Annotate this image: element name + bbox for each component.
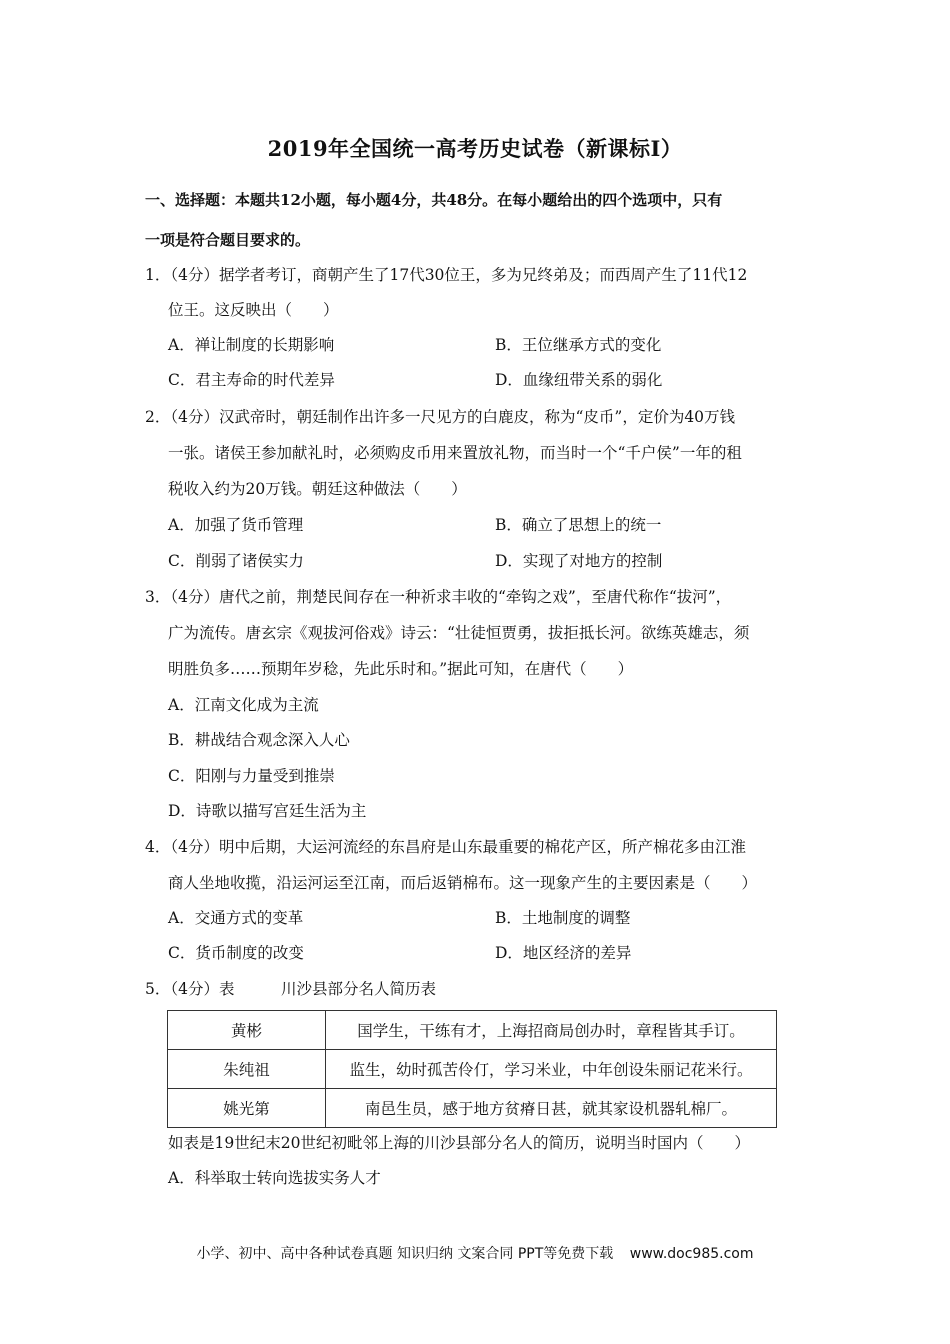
celebrity-table bbox=[167, 1010, 777, 1128]
question-2-option-a: A．加强了货币管理 bbox=[168, 516, 304, 534]
footer-link[interactable]: www.doc985.com bbox=[629, 1246, 754, 1262]
table-cell-desc: 监生，幼时孤苦伶仃，学习米业，中年创设朱丽记花米行。 bbox=[326, 1050, 777, 1089]
table-row bbox=[168, 1089, 777, 1128]
table-cell-name: 黄彬 bbox=[168, 1011, 326, 1050]
question-1-stem-cont: 位王。这反映出（ ） bbox=[168, 301, 339, 319]
question-1-option-b: B．王位继承方式的变化 bbox=[495, 336, 662, 354]
question-5-stem: 5．（4分）表 川沙县部分名人简历表 bbox=[145, 980, 436, 998]
question-3-stem-cont2: 明胜负多……预期年岁稔，先此乐时和。”据此可知，在唐代（ ） bbox=[168, 660, 634, 678]
question-2-option-b: B．确立了思想上的统一 bbox=[495, 516, 662, 534]
table-cell-desc: 国学生，干练有才，上海招商局创办时，章程皆其手订。 bbox=[326, 1011, 777, 1050]
footer-text: 小学、初中、高中各种试卷真题 知识归纳 文案合同 PPT等免费下载 bbox=[196, 1246, 614, 1262]
question-3-stem: 3．（4分）唐代之前，荆楚民间存在一种祈求丰收的“牵钩之戏”，至唐代称作“拔河”， bbox=[145, 588, 732, 606]
question-3-option-c: C．阳刚与力量受到推崇 bbox=[168, 767, 335, 785]
question-4-option-b: B．土地制度的调整 bbox=[495, 909, 631, 927]
question-1-option-d: D．血缘纽带关系的弱化 bbox=[495, 371, 663, 389]
question-3-option-b: B．耕战结合观念深入人心 bbox=[168, 731, 350, 749]
page-title: 2019年全国统一高考历史试卷（新课标Ⅰ） bbox=[267, 136, 683, 161]
page-footer bbox=[0, 1243, 950, 1263]
question-3-option-d: D．诗歌以描写宫廷生活为主 bbox=[168, 802, 367, 820]
question-1-stem: 1．（4分）据学者考订，商朝产生了17代30位王，多为兄终弟及；而西周产生了11代12 bbox=[145, 266, 748, 284]
question-4-stem: 4．（4分）明中后期，大运河流经的东昌府是山东最重要的棉花产区，所产棉花多由江淮 bbox=[145, 838, 746, 856]
question-1-option-c: C．君主寿命的时代差异 bbox=[168, 371, 335, 389]
table-cell-name: 姚光第 bbox=[168, 1089, 326, 1128]
question-2-stem-cont2: 税收入约为20万钱。朝廷这种做法（ ） bbox=[168, 480, 467, 498]
question-5-stem-cont: 如表是19世纪末20世纪初毗邻上海的川沙县部分名人的简历，说明当时国内（ ） bbox=[168, 1134, 750, 1152]
question-4-option-d: D．地区经济的差异 bbox=[495, 944, 632, 962]
section-heading-cont: 一项是符合题目要求的。 bbox=[145, 231, 311, 249]
table-row bbox=[168, 1011, 777, 1050]
table-row bbox=[168, 1050, 777, 1089]
question-2-stem: 2．（4分）汉武帝时，朝廷制作出许多一尺见方的白鹿皮，称为“皮币”，定价为40万钱 bbox=[145, 408, 736, 426]
question-5-option-a: A．科举取士转向选拔实务人才 bbox=[168, 1169, 381, 1187]
section-heading: 一、选择题：本题共12小题，每小题4分，共48分。在每小题给出的四个选项中，只有 bbox=[145, 191, 723, 209]
question-2-stem-cont: 一张。诸侯王参加献礼时，必须购皮币用来置放礼物，而当时一个“千户侯”一年的租 bbox=[168, 444, 742, 462]
table-cell-name: 朱纯祖 bbox=[168, 1050, 326, 1089]
question-2-option-d: D．实现了对地方的控制 bbox=[495, 552, 663, 570]
question-1-option-a: A．禅让制度的长期影响 bbox=[168, 336, 335, 354]
table-cell-desc: 南邑生员，感于地方贫瘠日甚，就其家设机器轧棉厂。 bbox=[326, 1089, 777, 1128]
question-4-stem-cont: 商人坐地收揽，沿运河运至江南，而后返销棉布。这一现象产生的主要因素是（ ） bbox=[168, 874, 758, 892]
question-3-stem-cont: 广为流传。唐玄宗《观拔河俗戏》诗云：“壮徒恒贾勇，拔拒抵长河。欲练英雄志，须 bbox=[168, 624, 750, 642]
question-2-option-c: C．削弱了诸侯实力 bbox=[168, 552, 304, 570]
question-4-option-a: A．交通方式的变革 bbox=[168, 909, 304, 927]
question-4-option-c: C．货币制度的改变 bbox=[168, 944, 304, 962]
question-3-option-a: A．江南文化成为主流 bbox=[168, 696, 319, 714]
